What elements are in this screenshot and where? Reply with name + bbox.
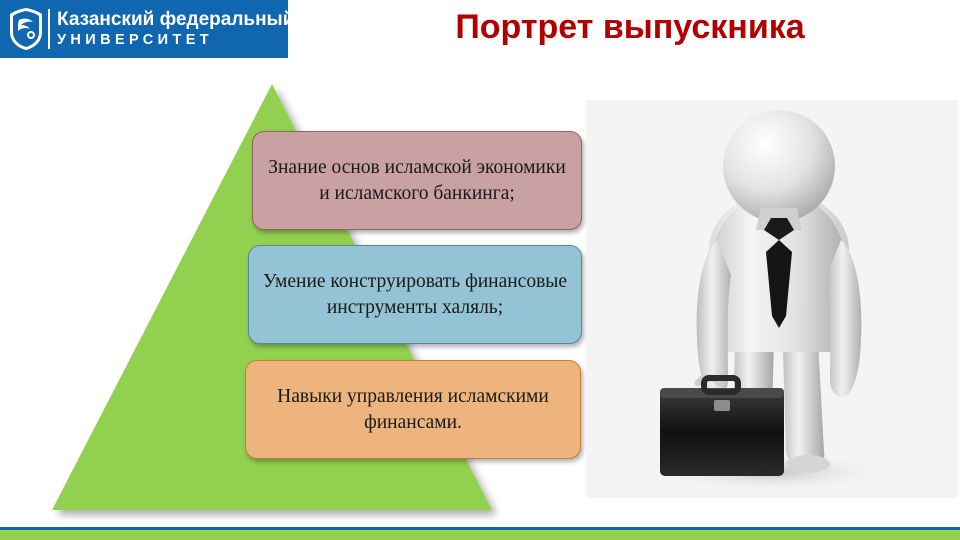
pyramid-item-3: Навыки управления исламскими финансами. [245,360,581,459]
kfu-crest-icon [6,5,46,53]
page-title: Портрет выпускника [455,8,805,46]
businessman-with-briefcase-image [586,100,958,498]
pyramid-item-1: Знание основ исламской экономики и исламского банкинга; [252,131,582,230]
pyramid-item-2: Умение конструировать финансовые инструменты халяль; [248,245,582,344]
logo-text [57,9,294,49]
logo-line-1: Казанский федеральный [57,9,295,30]
logo-divider [48,9,50,49]
university-logo [0,0,295,58]
logo-line-2: УНИВЕРСИТЕТ [57,32,214,48]
footer-accent-green [0,530,960,540]
